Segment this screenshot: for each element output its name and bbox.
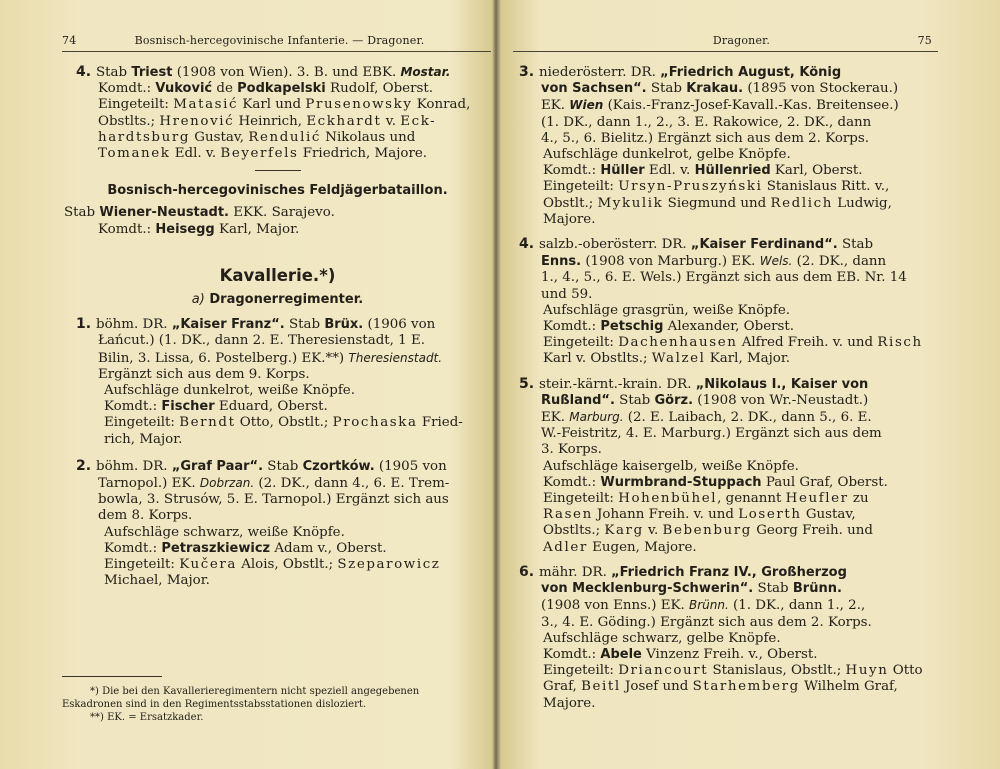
right-page-body: [513, 64, 938, 718]
regiment-entry-6: 6. mähr. DR. „Friedrich Franz IV., Großherzog von Mecklenburg-Schwerin“. Stab Brünn. (1908 von Enns.) EK. Brünn. (1. DK., dann 1., 2., 3., 4. E. Göding.) Ergänzt sich aus dem 2. Korps. Aufschläge schwarz, gelbe Knöpfe. Komdt.: Abele Vinzenz Freih. v., Oberst. Eingeteilt: Driancourt Stanislaus, Obstlt.; Huyn Otto Graf, Beitl Josef und Starhemberg Wilhelm Graf, Majore.: [513, 564, 938, 712]
separator-rule: [255, 170, 301, 171]
entry-number: 1.: [76, 316, 92, 333]
running-title: Bosnisch-hercegovinische Infanterie. — Dragoner.: [134, 34, 425, 47]
regiment-entry-5: 5. steir.-kärnt.-krain. DR. „Nikolaus I., Kaiser von Rußland“. Stab Görz. (1908 von Wr.-Neustadt.) EK. Marburg. (2. E. Laibach, 2. DK., dann 5., 6. E. W.-Feistritz, 4. E. Marburg.) Ergänzt sich aus dem 3. Korps. Aufschläge kaisergelb, weiße Knöpfe. Komdt.: Wurmbrand-Stuppach Paul Graf, Oberst. Eingeteilt: Hohenbühel, genannt Heufler zu Rasen Johann Freih. v. und Loserth Gustav, Obstlts.; Karg v. Bebenburg Georg Freih. und Adler Eugen, Majore.: [513, 376, 938, 556]
eingeteilt-block: Eingeteilt: Dachenhausen Alfred Freih. v. und Risch Karl v. Obstlts.; Walzel Karl, Major.: [543, 335, 923, 367]
footnotes: [62, 676, 491, 724]
entry-number: 4.: [76, 64, 92, 80]
page-number: 75: [917, 34, 932, 47]
aufschlaege-line: Aufschläge dunkelrot, gelbe Knöpfe.: [543, 147, 791, 163]
eingeteilt-block: Eingeteilt: Berndt Otto, Obstlt.; Prochaska Fried- rich, Major.: [104, 415, 463, 447]
kommandant-line: Komdt.: Vuković de Podkapelski Rudolf, Oberst.: [98, 81, 433, 97]
footnote-2: **) EK. = Ersatzkader.: [90, 712, 204, 723]
running-title: Dragoner.: [712, 34, 771, 47]
eingeteilt-block: Eingeteilt: Driancourt Stanislaus, Obstlt.; Huyn Otto Graf, Beitl Josef und Starhemberg Wilhelm Graf, Majore.: [543, 663, 923, 711]
subsection-dragonerregimenter: a) Dragonerregimenter.: [191, 292, 364, 308]
regiment-entry-2: 2. böhm. DR. „Graf Paar“. Stab Czortków. (1905 von Tarnopol.) EK. Dobrzan. (2. DK., dann 4., 6. E. Trem- bowla, 3. Strusów, 5. E. Tarnopol.) Ergänzt sich aus dem 8. Korps. Aufschläge schwarz, weiße Knöpfe. Komdt.: Petraszkiewicz Adam v., Oberst. Eingeteilt: Kučera Alois, Obstlt.; Szeparowicz Michael, Major.: [62, 458, 493, 590]
left-page-body: [62, 64, 493, 595]
footnote-1: *) Die bei den Kavallerieregimentern nicht speziell angegebenen Eskadronen sind in den Regimentsstabsstationen disloziert.: [62, 686, 420, 710]
aufschlaege-line: Aufschläge grasgrün, weiße Knöpfe.: [543, 302, 791, 318]
entry-number: 5.: [519, 375, 535, 392]
footnote-rule: [62, 676, 162, 677]
kommandant-line: Komdt.: Petschig Alexander, Oberst.: [543, 319, 795, 335]
feldjaeger-kommandant: Komdt.: Heisegg Karl, Major.: [98, 221, 300, 237]
aufschlaege-line: Aufschläge schwarz, weiße Knöpfe.: [104, 524, 345, 540]
header-rule: [62, 51, 491, 52]
feldjaeger-stab-line: Stab Wiener-Neustadt. EKK. Sarajevo.: [64, 205, 335, 221]
kommandant-line: Komdt.: Hüller Edl. v. Hüllenried Karl, Oberst.: [543, 163, 863, 179]
entry-number: 2.: [76, 457, 92, 474]
kommandant-line: Komdt.: Abele Vinzenz Freih. v., Oberst.: [543, 646, 818, 662]
regiment-entry-4: 4. salzb.-oberösterr. DR. „Kaiser Ferdinand“. Stab Enns. (1908 von Marburg.) EK. Wels. (2. DK., dann 1., 4., 5., 6. E. Wels.) Ergänzt sich aus dem EB. Nr. 14 und 59. Aufschläge grasgrün, weiße Knöpfe. Komdt.: Petschig Alexander, Oberst. Eingeteilt: Dachenhausen Alfred Freih. v. und Risch Karl v. Obstlts.; Walzel Karl, Major.: [513, 236, 938, 368]
aufschlaege-line: Aufschläge dunkelrot, weiße Knöpfe.: [104, 383, 355, 399]
regiment-entry-1: 1. böhm. DR. „Kaiser Franz“. Stab Brüx. (1906 von Łańcut.) (1. DK., dann 2. E. Theresienstadt, 1 E. Bilin, 3. Lissa, 6. Postelberg.) EK.**) Theresienstadt. Ergänzt sich aus dem 9. Korps. Aufschläge dunkelrot, weiße Knöpfe. Komdt.: Fischer Eduard, Oberst. Eingeteilt: Berndt Otto, Obstlt.; Prochaska Fried- rich, Major.: [62, 316, 493, 448]
eingeteilt-block: Eingeteilt: Hohenbühel, genannt Heufler zu Rasen Johann Freih. v. und Loserth Gustav, Obstlts.; Karg v. Bebenburg Georg Freih. und Adler Eugen, Majore.: [543, 491, 873, 555]
page-number: 74: [62, 34, 77, 47]
kommandant-line: Komdt.: Fischer Eduard, Oberst.: [104, 399, 328, 415]
entry-number: 3.: [519, 64, 535, 80]
aufschlaege-line: Aufschläge schwarz, gelbe Knöpfe.: [543, 630, 781, 646]
eingeteilt-block: Eingeteilt: Ursyn-Pruszyński Stanislaus Ritt. v., Obstlt.; Mykulik Siegmund und Redlich Ludwig, Majore.: [543, 179, 892, 227]
kommandant-line: Komdt.: Wurmbrand-Stuppach Paul Graf, Oberst.: [543, 474, 888, 490]
header-rule: [513, 51, 938, 52]
right-page: [503, 0, 1000, 769]
regiment-entry-3: 3. niederösterr. DR. „Friedrich August, König von Sachsen“. Stab Krakau. (1895 von Stockerau.) EK. Wien (Kais.-Franz-Josef-Kavall.-Kas. Breitensee.) (1. DK., dann 1., 2., 3. E. Rakowice, 2. DK., dann 4., 5., 6. Bielitz.) Ergänzt sich aus dem 2. Korps. Aufschläge dunkelrot, gelbe Knöpfe. Komdt.: Hüller Edl. v. Hüllenried Karl, Oberst. Eingeteilt: Ursyn-Pruszyński Stanislaus Ritt. v., Obstlt.; Mykulik Siegmund und Redlich Ludwig, Majore.: [513, 64, 938, 228]
kommandant-line: Komdt.: Petraszkiewicz Adam v., Oberst.: [104, 540, 387, 556]
entry-stab-triest: 4. Stab Triest (1908 von Wien). 3. B. und EBK. Mostar. Komdt.: Vuković de Podkapelski Rudolf, Oberst. Eingeteilt: Matasić Karl und Prusenowsky Konrad, Obstlts.; Hrenović Heinrich, Eckhardt v. Eck- hardtsburg Gustav, Rendulić Nikolaus und Tomanek Edl. v. Beyerfels Friedrich, Majore.: [62, 64, 493, 162]
entry-number: 6.: [519, 563, 535, 580]
section-heading-feldjaeger: Bosnisch-hercegovinisches Feldjägerbataillon.: [107, 183, 448, 199]
entry-number: 4.: [519, 236, 535, 253]
left-page: [0, 0, 497, 769]
section-heading-kavallerie: Kavallerie.*): [219, 265, 336, 285]
eingeteilt-block: Eingeteilt: Kučera Alois, Obstlt.; Szeparowicz Michael, Major.: [104, 557, 441, 589]
eingeteilt-block: Eingeteilt: Matasić Karl und Prusenowsky Konrad, Obstlts.; Hrenović Heinrich, Eckhardt v. Eck- hardtsburg Gustav, Rendulić Nikolaus und Tomanek Edl. v. Beyerfels Friedrich, Majore.: [98, 97, 471, 162]
aufschlaege-line: Aufschläge kaisergelb, weiße Knöpfe.: [543, 458, 799, 474]
